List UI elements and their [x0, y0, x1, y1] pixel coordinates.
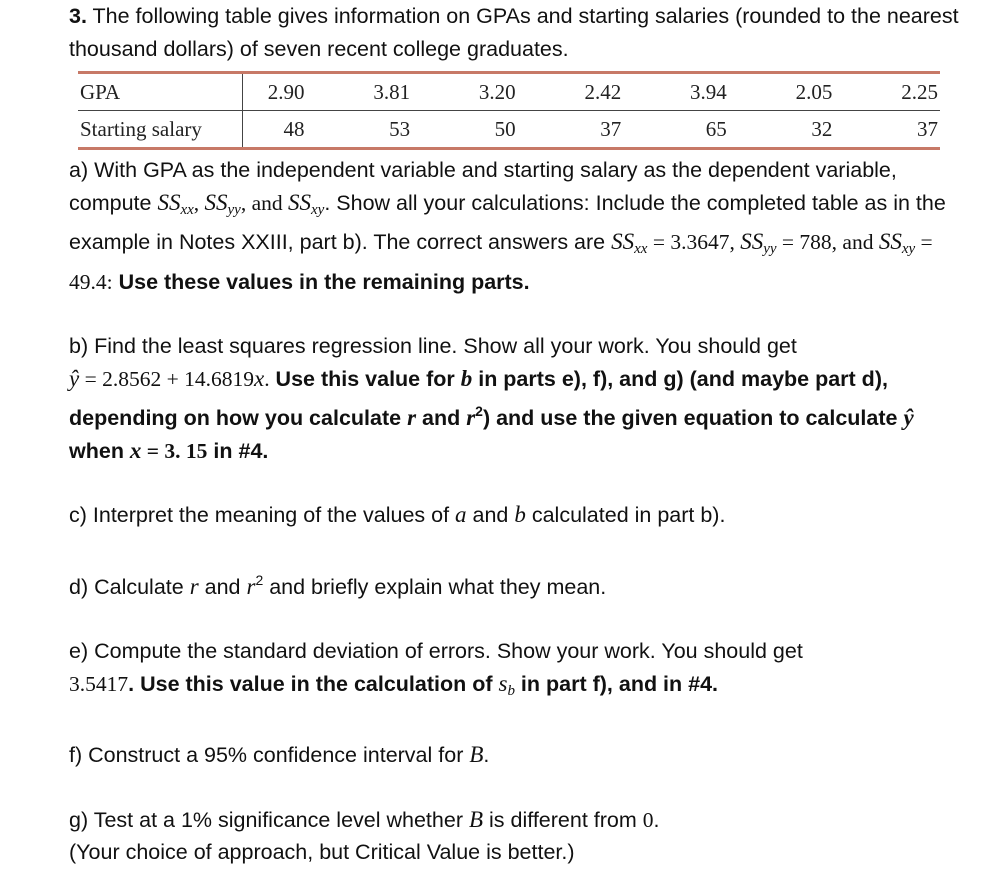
- math-x: x: [253, 365, 265, 391]
- spacer: [69, 532, 969, 564]
- math-sep: , and: [240, 190, 289, 215]
- math-sub: xy: [311, 201, 325, 218]
- math-sup: 2: [475, 403, 483, 419]
- part-e: [69, 635, 969, 707]
- part-c-text: c) Interpret the meaning of the values of: [69, 503, 456, 527]
- math-x: x: [129, 437, 142, 463]
- math-ss: SS: [204, 189, 228, 215]
- spacer: [69, 772, 969, 804]
- spacer: [69, 467, 969, 499]
- math-ss: SS: [740, 229, 764, 254]
- part-f-text: f) Construct a 95% confidence interval for: [69, 743, 470, 767]
- table-row-salary: [78, 111, 940, 149]
- math-B: B: [469, 742, 484, 767]
- part-f-text: .: [483, 743, 490, 767]
- math-equation: = 2.8562 + 14.6819: [79, 366, 254, 391]
- math-r: r: [407, 405, 417, 430]
- table-cell: 3.94: [623, 73, 729, 111]
- math-value: 3.5417: [69, 671, 129, 696]
- part-a-text: a) With GPA as the independent variable and starting salary as the dependent variable, compute: [69, 158, 897, 215]
- part-b-bold: Use this value for: [269, 366, 461, 391]
- math-value: = 788, and: [776, 230, 879, 254]
- math-a: a: [455, 502, 467, 527]
- math-yhat: ŷ: [903, 405, 914, 430]
- part-d: [69, 564, 969, 604]
- math-ss: SS: [878, 229, 902, 254]
- part-g: [69, 804, 969, 869]
- spacer: [69, 707, 969, 739]
- part-e-bold: Use this value in the calculation of: [134, 671, 499, 696]
- math-sub: b: [507, 682, 515, 699]
- math-sup: 2: [255, 571, 264, 588]
- math-r: r: [246, 573, 256, 599]
- part-e-bold: in part f), and in #4.: [514, 671, 719, 696]
- math-sub: xx: [180, 201, 194, 218]
- part-a-text: . Show all your calculations: Include the completed table as in the example in Notes XXIII, part b). The correct answers are: [69, 190, 946, 254]
- part-e-text: e) Compute the standard deviation of errors. Show your work. You should get: [69, 639, 803, 663]
- math-r: r: [189, 573, 199, 599]
- part-g-text: (Your choice of approach, but Critical Value is better.): [69, 840, 575, 864]
- table-row-gpa: [78, 73, 940, 111]
- part-c-text: calculated in part b).: [525, 503, 726, 527]
- math-ss: SS: [611, 229, 635, 254]
- table-cell: 3.20: [412, 73, 518, 111]
- table-cell: 48: [243, 111, 307, 149]
- table-cell: 37: [834, 111, 940, 149]
- part-d-text: d) Calculate: [69, 574, 190, 599]
- part-b-text: b) Find the least squares regression line. Show all your work. You should get: [69, 334, 797, 358]
- table-row-label: GPA: [78, 73, 243, 111]
- table-cell: 65: [623, 111, 729, 149]
- part-e-dot: .: [128, 671, 135, 696]
- part-a: [69, 154, 969, 298]
- math-sep: ,: [193, 190, 205, 215]
- part-d-text: and: [198, 574, 247, 599]
- math-ss: SS: [157, 189, 181, 215]
- table-cell: 3.81: [307, 73, 413, 111]
- math-value: = 3.3647,: [647, 230, 741, 254]
- math-value: = 49.4:: [69, 230, 933, 294]
- part-b: [69, 330, 969, 467]
- math-sub: yy: [763, 241, 777, 257]
- part-g-text: g) Test at a 1% significance level whether: [69, 807, 469, 832]
- part-f: [69, 739, 969, 772]
- math-sub: xx: [634, 241, 648, 257]
- part-b-bold: in #4.: [207, 438, 269, 463]
- table-cell: 2.25: [834, 73, 940, 111]
- spacer: [69, 298, 969, 330]
- part-g-text: .: [653, 807, 660, 832]
- math-dot: .: [264, 366, 270, 391]
- spacer: [69, 603, 969, 635]
- table-cell: 32: [729, 111, 835, 149]
- part-b-bold: ) and use the given equation to calculate: [482, 406, 904, 430]
- part-c-text: and: [466, 503, 515, 527]
- table-cell: 2.05: [729, 73, 835, 111]
- part-b-bold: and: [416, 406, 467, 430]
- math-zero: 0: [642, 807, 654, 832]
- problem-document: [69, 0, 969, 869]
- table-cell: 37: [518, 111, 624, 149]
- table-cell: 50: [412, 111, 518, 149]
- math-sub: xy: [901, 241, 916, 257]
- math-B: B: [468, 806, 484, 832]
- problem-intro: [69, 0, 969, 65]
- part-g-text: is different from: [483, 807, 643, 832]
- table-cell: 53: [307, 111, 413, 149]
- math-yhat: ŷ: [69, 365, 80, 391]
- table-cell: 2.90: [243, 73, 307, 111]
- data-table: [78, 71, 940, 150]
- math-b: b: [460, 365, 473, 391]
- part-d-text: and briefly explain what they mean.: [263, 574, 607, 599]
- math-sub: yy: [227, 201, 241, 218]
- math-b: b: [514, 502, 526, 527]
- problem-intro-text: The following table gives information on GPAs and starting salaries (rounded to the nearest thousand dollars) of seven recent college graduates.: [69, 4, 959, 61]
- part-a-bold: Use these values in the remaining parts.: [112, 269, 530, 294]
- table-row-label: Starting salary: [78, 111, 243, 149]
- part-b-bold: when: [69, 438, 130, 463]
- math-r: r: [466, 405, 476, 430]
- part-c: [69, 499, 969, 532]
- table-cell: 2.42: [518, 73, 624, 111]
- problem-number: 3.: [69, 4, 87, 28]
- math-value: = 3. 15: [141, 438, 208, 463]
- math-ss: SS: [288, 189, 312, 215]
- part-b-bold: in parts e), f), and g) (and maybe part d), depending on how you calculate: [69, 366, 888, 430]
- math-s: s: [498, 670, 508, 696]
